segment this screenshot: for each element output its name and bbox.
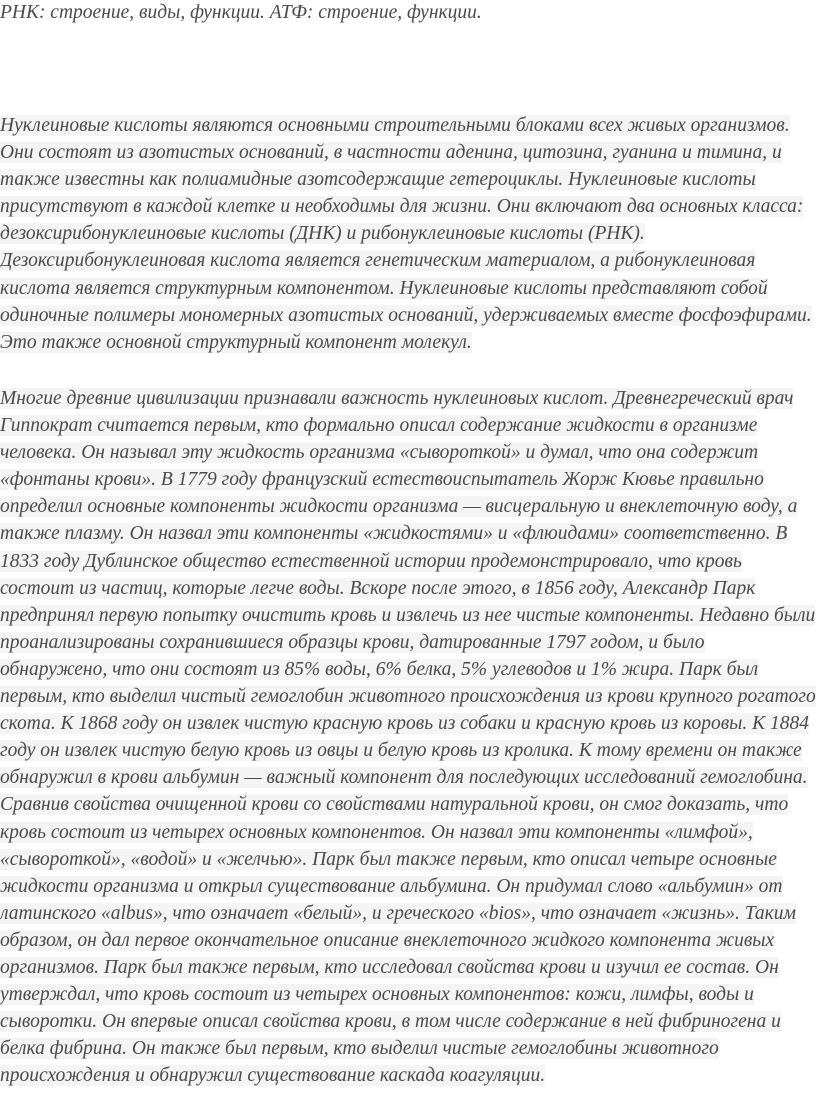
page-title: РНК: строение, виды, функции. АТФ: строение, функции. (0, 2, 482, 23)
paragraph-history (0, 385, 816, 1089)
paragraph-nucleic-acids (0, 112, 816, 356)
paragraph-text: Нуклеиновые кислоты являются основными строительными блоками всех живых организмов. Они состоят из азотистых оснований, в частности аденина, цитозина, гуанина и тимина, и также известны как полиамидные азотсодержащие гетероциклы. Нуклеиновые кислоты присутствуют в каждой клетке и необходимы для жизни. Они включают два основных класса: дезоксирибонуклеиновые кислоты (ДНК) и рибонуклеиновые кислоты (РНК). Дезоксирибонуклеиновая кислота является генетическим материалом, а рибонуклеиновая кислота является структурным компонентом. Нуклеиновые кислоты представляют собой одиночные полимеры мономерных азотистых оснований, удерживаемых вместе фосфоэфирами. Это также основной структурный компонент молекул. (0, 115, 812, 353)
paragraph-text: Многие древние цивилизации признавали важность нуклеиновых кислот. Древнегреческий врач Гиппократ считается первым, кто формально описал содержание жидкости в организме человека. Он называл эту жидкость организма «сывороткой» и думал, что она содержит «фонтаны крови». В 1779 году французский естествоиспытатель Жорж Кювье правильно определил основные компоненты жидкости организма — висцеральную и внеклеточную воду, а также плазму. Он назвал эти компоненты «жидкостями» и «флюидами» соответственно. В 1833 году Дублинское общество естественной истории продемонстрировало, что кровь состоит из частиц, которые легче воды. Вскоре после этого, в 1856 году, Александр Парк предпринял первую попытку очистить кровь и извлечь из нее чистые компоненты. Недавно были проанализированы сохранившиеся образцы крови, датированные 1797 годом, и было обнаружено, что они состоят из 85% воды, 6% белка, 5% углеводов и 1% жира. Парк был первым, кто выделил чистый гемоглобин животного происхождения из крови крупного рогатого скота. К 1868 году он извлек чистую красную кровь из собаки и красную кровь из коровы. К 1884 году он извлек чистую белую кровь из овцы и белую кровь из кролика. К тому времени он также обнаружил в крови альбумин — важный компонент для последующих исследований гемоглобина. Сравнив свойства очищенной крови со свойствами натуральной крови, он смог доказать, что кровь состоит из четырех основных компонентов. Он назвал эти компоненты «лимфой», «сывороткой», «водой» и «желчью». Парк был также первым, кто описал четыре основные жидкости организма и открыл существование альбумина. Он придумал слово «альбумин» от латинского «albus», что означает «белый», и греческого «bios», что означает «жизнь». Таким образом, он дал первое окончательное описание внеклеточного жидкого компонента живых организмов. Парк был также первым, кто исследовал свойства крови и изучил ее состав. Он утверждал, что кровь состоит из четырех основных компонентов: кожи, лимфы, воды и сыворотки. Он впервые описал свойства крови, в том числе содержание в ней фибриногена и белка фибрина. Он также был первым, кто выделил чистые гемоглобины животного происхождения и обнаружил существование каскада коагуляции. (0, 388, 816, 1087)
